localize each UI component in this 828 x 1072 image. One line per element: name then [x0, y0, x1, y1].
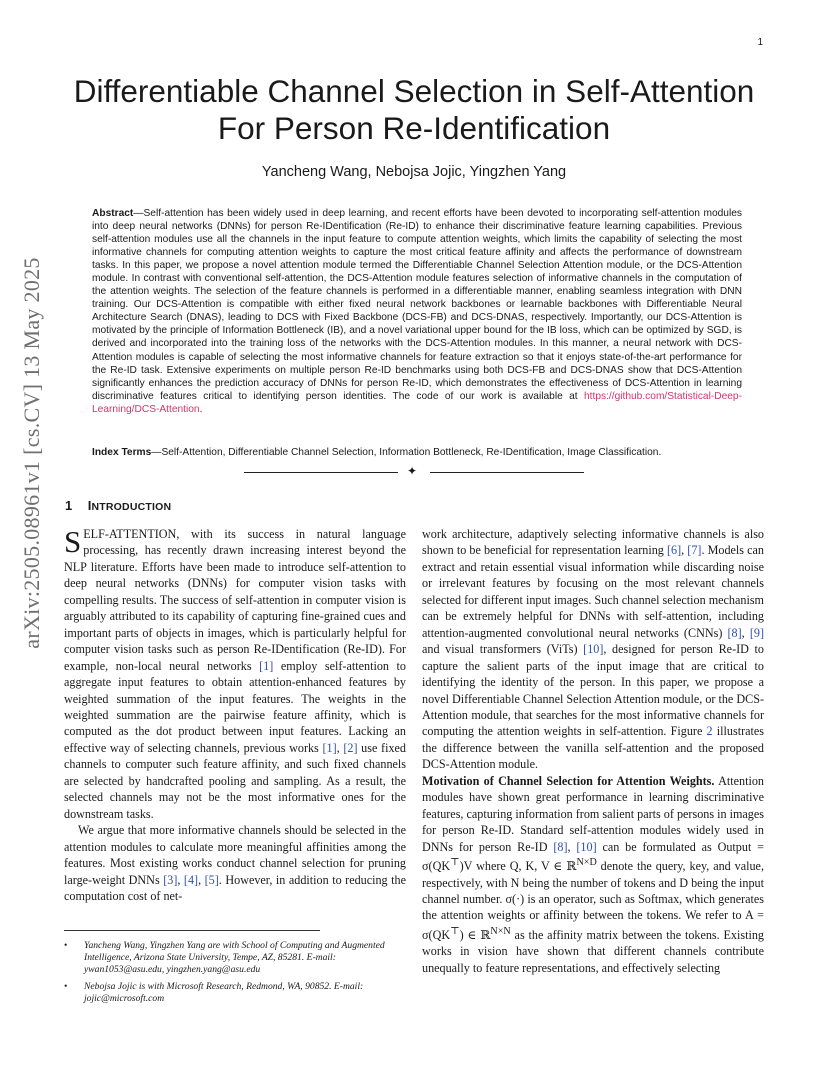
section-heading [65, 498, 171, 513]
text-run: illustrates the difference between the vanilla self-attention and the proposed DCS-Attention module. [422, 724, 764, 772]
text-run: , [177, 872, 184, 887]
motivation-heading: Motivation of Channel Selection for Attention Weights. [422, 773, 715, 788]
citation-link[interactable]: [2] [343, 740, 358, 755]
text-run: , with its success in natural language processing, has recently drawn increasing interest beyond the NLP literature. Efforts have been made to introduce self-attention to deep neural networks (DNNs) for computer vision tasks with compelling results. The success of self-attention in computer vision is arguably attributed to its capability of capturing fine-grained cues and important parts of objects in images, which is particularly helpful for computer vision tasks such as person Re-IDentification (Re-ID). For example, non-local neural networks [64, 527, 406, 673]
text-run: We argue that more informative channels should be selected in the attention modules to calculate more meaningful affinities among the features. Most existing works conduct channel selection for pruning large-weight DNNs [64, 823, 406, 887]
title-line-2: For Person Re-Identification [217, 110, 611, 146]
superscript: N×N [490, 925, 511, 937]
first-word-caps: ELF-ATTENTION [83, 527, 177, 541]
section-title-rest: NTRODUCTION [91, 501, 172, 513]
citation-link[interactable]: [7] [687, 543, 702, 558]
footnote-text: Yancheng Wang, Yingzhen Yang are with School of Computing and Augmented Intelligence, Arizona State University, Tempe, AZ, 85281. E-mail: ywan1053@asu.edu, yingzhen.yang@asu.edu [84, 940, 385, 976]
abstract-end: . [199, 403, 203, 415]
text-run: ) ∈ ℝ [459, 927, 491, 942]
footnotes [64, 940, 406, 1009]
citation-link[interactable]: [10] [576, 839, 597, 854]
text-run: can be formulated as Output = σ(QK [422, 839, 765, 874]
dropcap-letter: S [64, 524, 82, 559]
arxiv-stamp[interactable]: arXiv:2505.08961v1 [cs.CV] 13 May 2025 [19, 257, 44, 649]
citation-link[interactable]: [1] [259, 658, 274, 673]
superscript: N×D [576, 857, 597, 869]
text-run: work architecture, adaptively selecting informative channels is also shown to be beneficial for representation learning [422, 527, 764, 558]
bullet-icon: • [64, 940, 68, 951]
intro-paragraph-2 [64, 822, 406, 904]
text-run: use fixed channels to computer such feature affinity, and such fixed channels are selected by handcrafted pooling and sampling. As a result, the selected channels may not be the most informative ones for the downstream tasks. [64, 740, 406, 821]
citation-link[interactable]: [6] [666, 543, 682, 558]
bullet-icon: • [64, 980, 68, 992]
citation-link[interactable]: [3] [163, 872, 178, 887]
text-run: Attention modules have shown great performance in learning discriminative features, capturing information from salient parts of persons in images for person Re-ID. Standard self-attention modules widely used in DNNs for person Re-ID [422, 773, 764, 854]
citation-link[interactable]: [8] [553, 839, 568, 854]
left-column [64, 526, 406, 904]
text-run: denote the query, key, and value, respectively, with N being the number of tokens and D being the input channel number. σ(·) is an operator, such as Softmax, which generates the attention weights or affinity between the tokens. We refer to A = σ(QK [422, 859, 764, 942]
citation-link[interactable]: [8] [727, 625, 742, 640]
separator-star-icon: ✦ [407, 464, 418, 478]
text-run: and visual transformers (ViTs) [422, 642, 584, 657]
text-run: , designed for person Re-ID to capture the salient parts of the input image that are critical to identifying the identity of the person. In this paper, we propose a novel Differentiable Channel Selection Attention module, or the DCS-Attention module, that searches for the most informative channels for computing the attention weights in self-attention. Figure [422, 642, 765, 739]
text-run: , [741, 625, 750, 640]
figure-ref-link[interactable]: 2 [706, 724, 713, 739]
citation-link[interactable]: [4] [183, 872, 199, 887]
intro-paragraph-1 [64, 526, 406, 822]
section-separator [244, 466, 584, 480]
citation-link[interactable]: [1] [322, 740, 337, 755]
text-run: as the affinity matrix between the tokens. Existing works in vision have shown that different channels contribute unequally to feature representations, and effectively selecting [422, 927, 764, 975]
citation-link[interactable]: [5] [204, 872, 219, 887]
text-run: , [198, 872, 205, 887]
section-number: 1 [65, 498, 73, 513]
superscript: ⊤ [450, 857, 460, 869]
author-list: Yancheng Wang, Nebojsa Jojic, Yingzhen Yang [261, 164, 567, 180]
text-run: , [567, 839, 577, 854]
intro-paragraph-3 [422, 526, 764, 773]
footnote-item [64, 981, 406, 1005]
code-link[interactable]: https://github.com/Statistical-Deep-Learning/DCS-Attention [92, 390, 742, 415]
page-number: 1 [757, 37, 763, 48]
separator-line-right [430, 472, 584, 473]
text-run: )V where Q, K, V ∈ ℝ [459, 859, 577, 874]
text-run: , [336, 740, 344, 755]
motivation-paragraph [422, 773, 764, 977]
text-run: . However, in addition to reducing the computation cost of net- [64, 872, 406, 903]
text-run: . Models can extract and retain essential visual information while discarding noise or irrelevant features by focusing on the most relevant channels selected for different input images. Such channel selection mechanism can be extremely helpful for DNNs with self-attention, including attention-augmented convolutional neural networks (CNNs) [422, 543, 764, 640]
abstract-label: Abstract [92, 208, 134, 219]
section-title-first: I [87, 498, 92, 513]
index-terms-label: Index Terms [92, 447, 152, 458]
superscript: ⊤ [450, 925, 460, 937]
separator-line-left [244, 472, 398, 473]
abstract [92, 207, 742, 416]
paper-title [40, 73, 788, 147]
index-terms-text: —Self-Attention, Differentiable Channel Selection, Information Bottleneck, Re-IDentification, Image Classification. [151, 447, 662, 458]
citation-link[interactable]: [9] [749, 625, 764, 640]
right-column [422, 526, 764, 976]
text-run: employ self-attention to aggregate input features to obtain attention-enhanced features by weighted summation of the input features. The weights in the weighted summation are the pairwise feature affinity, which is computed as the dot product between input features. Lacking an effective way of selecting channels, previous works [64, 658, 406, 755]
footnote-rule [64, 930, 320, 931]
footnote-item [64, 940, 406, 977]
footnote-text: Nebojsa Jojic is with Microsoft Research, Redmond, WA, 90852. E-mail: jojic@microsoft.com [84, 980, 364, 1004]
title-line-1: Differentiable Channel Selection in Self-Attention [73, 73, 755, 109]
citation-link[interactable]: [10] [583, 642, 604, 657]
abstract-text: —Self-attention has been widely used in deep learning, and recent efforts have been devoted to incorporating self-attention modules into deep neural networks (DNNs) for person Re-IDentification (Re-ID) to enhance their discriminative feature learning capabilities. Previous self-attention modules use all the channels in the input feature to compute attention weights, which limits the capability of selecting the most informative channels for computing attention weights to capture the most critical feature affinity and affects the performance of downstream tasks. In this paper, we propose a novel attention module termed the Differentiable Channel Selection Attention module, or the DCS-Attention module. In contrast with conventional self-attention, the DCS-Attention module features selection of informative channels in the computation of the attention weights. The selection of the feature channels is performed in a differentiable manner, enabling seamless integration with DNN training. Our DCS-Attention is compatible with either fixed neural network backbones or learnable backbones with Differentiable Neural Architecture Search (DNAS), leading to DCS with Fixed Backbone (DCS-FB) and DCS-DNAS, respectively. Importantly, our DCS-Attention is motivated by the principle of Information Bottleneck (IB), and a novel variational upper bound for the IB loss, which can be optimized by SGD, is derived and incorporated into the training loss of the networks with the DCS-Attention modules. In this manner, a neural network with DCS-Attention modules is capable of selecting the most informative channels for feature extraction so that it enjoys state-of-the-art performance for the Re-ID task. Extensive experiments on multiple person Re-ID benchmarks using both DCS-FB and DCS-DNAS show that DCS-Attention significantly enhances the prediction accuracy of DNNs for person Re-ID, which demonstrates the effectiveness of DCS-Attention in learning discriminative features critical to identifying person identities. The code of our work is available at [92, 208, 742, 402]
text-run: , [681, 543, 688, 558]
index-terms [92, 446, 742, 459]
